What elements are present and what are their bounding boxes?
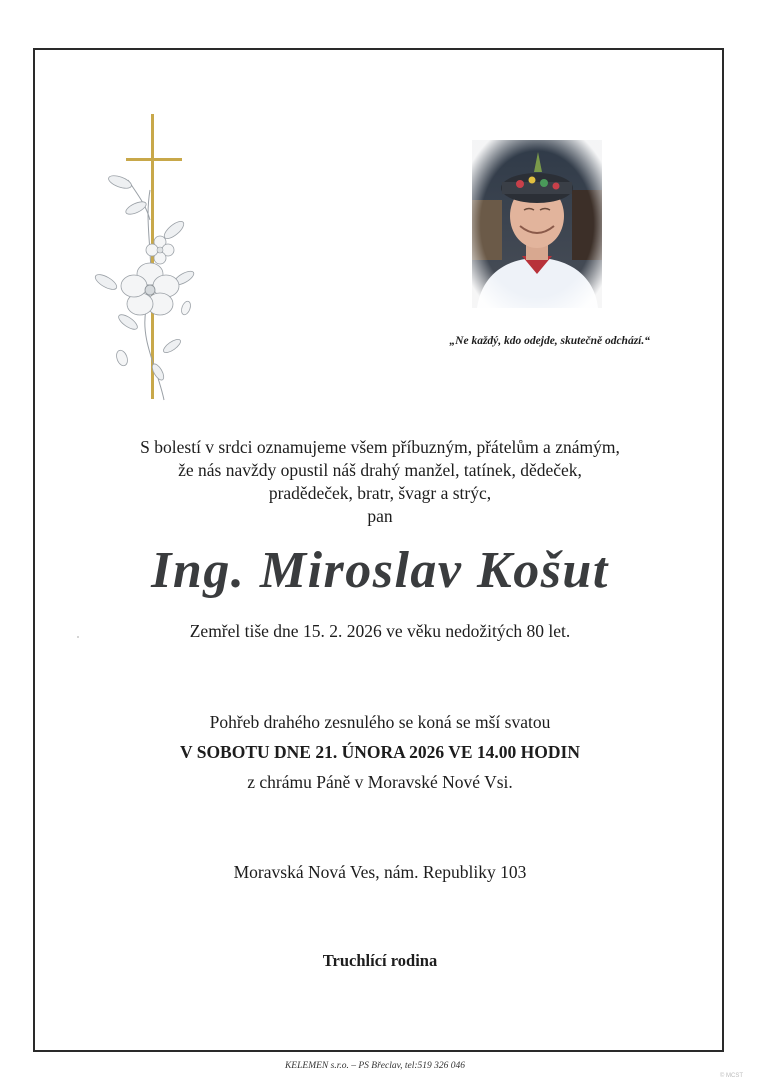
funeral-service-footer: KELEMEN s.r.o. – PS Břeclav, tel:519 326 046 <box>284 1061 466 1071</box>
announcement-line: S bolestí v srdci oznamujeme všem příbuzným, přátelům a známým, <box>140 437 620 457</box>
announcement-line: že nás navždy opustil náš drahý manžel, tatínek, dědeček, <box>178 460 582 480</box>
funeral-details <box>60 707 700 797</box>
announcement-line: pradědeček, bratr, švagr a strýc, <box>268 483 492 503</box>
portrait-photo <box>472 140 602 308</box>
funeral-date: V SOBOTU DNE 21. ÚNORA 2026 VE 14.00 HODIN <box>180 742 580 762</box>
paper-speck <box>77 636 79 638</box>
death-notice: Zemřel tiše dne 15. 2. 2026 ve věku nedožitých 80 let. <box>189 621 571 641</box>
funeral-line: Pohřeb drahého zesnulého se koná se mší svatou <box>209 712 551 732</box>
announcement-text <box>60 436 700 528</box>
motto-quote: „Ne každý, kdo odejde, skutečně odchází.“ <box>449 335 650 347</box>
mourners-signature: Truchlící rodina <box>322 951 438 970</box>
deceased-name: Ing. Miroslav Košut <box>151 542 609 599</box>
corner-watermark: © MCST <box>719 1073 743 1079</box>
cross-with-flowers-icon <box>88 110 208 410</box>
family-address: Moravská Nová Ves, nám. Republiky 103 <box>233 862 527 882</box>
funeral-place: z chrámu Páně v Moravské Nové Vsi. <box>247 772 513 792</box>
announcement-line: pan <box>367 506 393 526</box>
